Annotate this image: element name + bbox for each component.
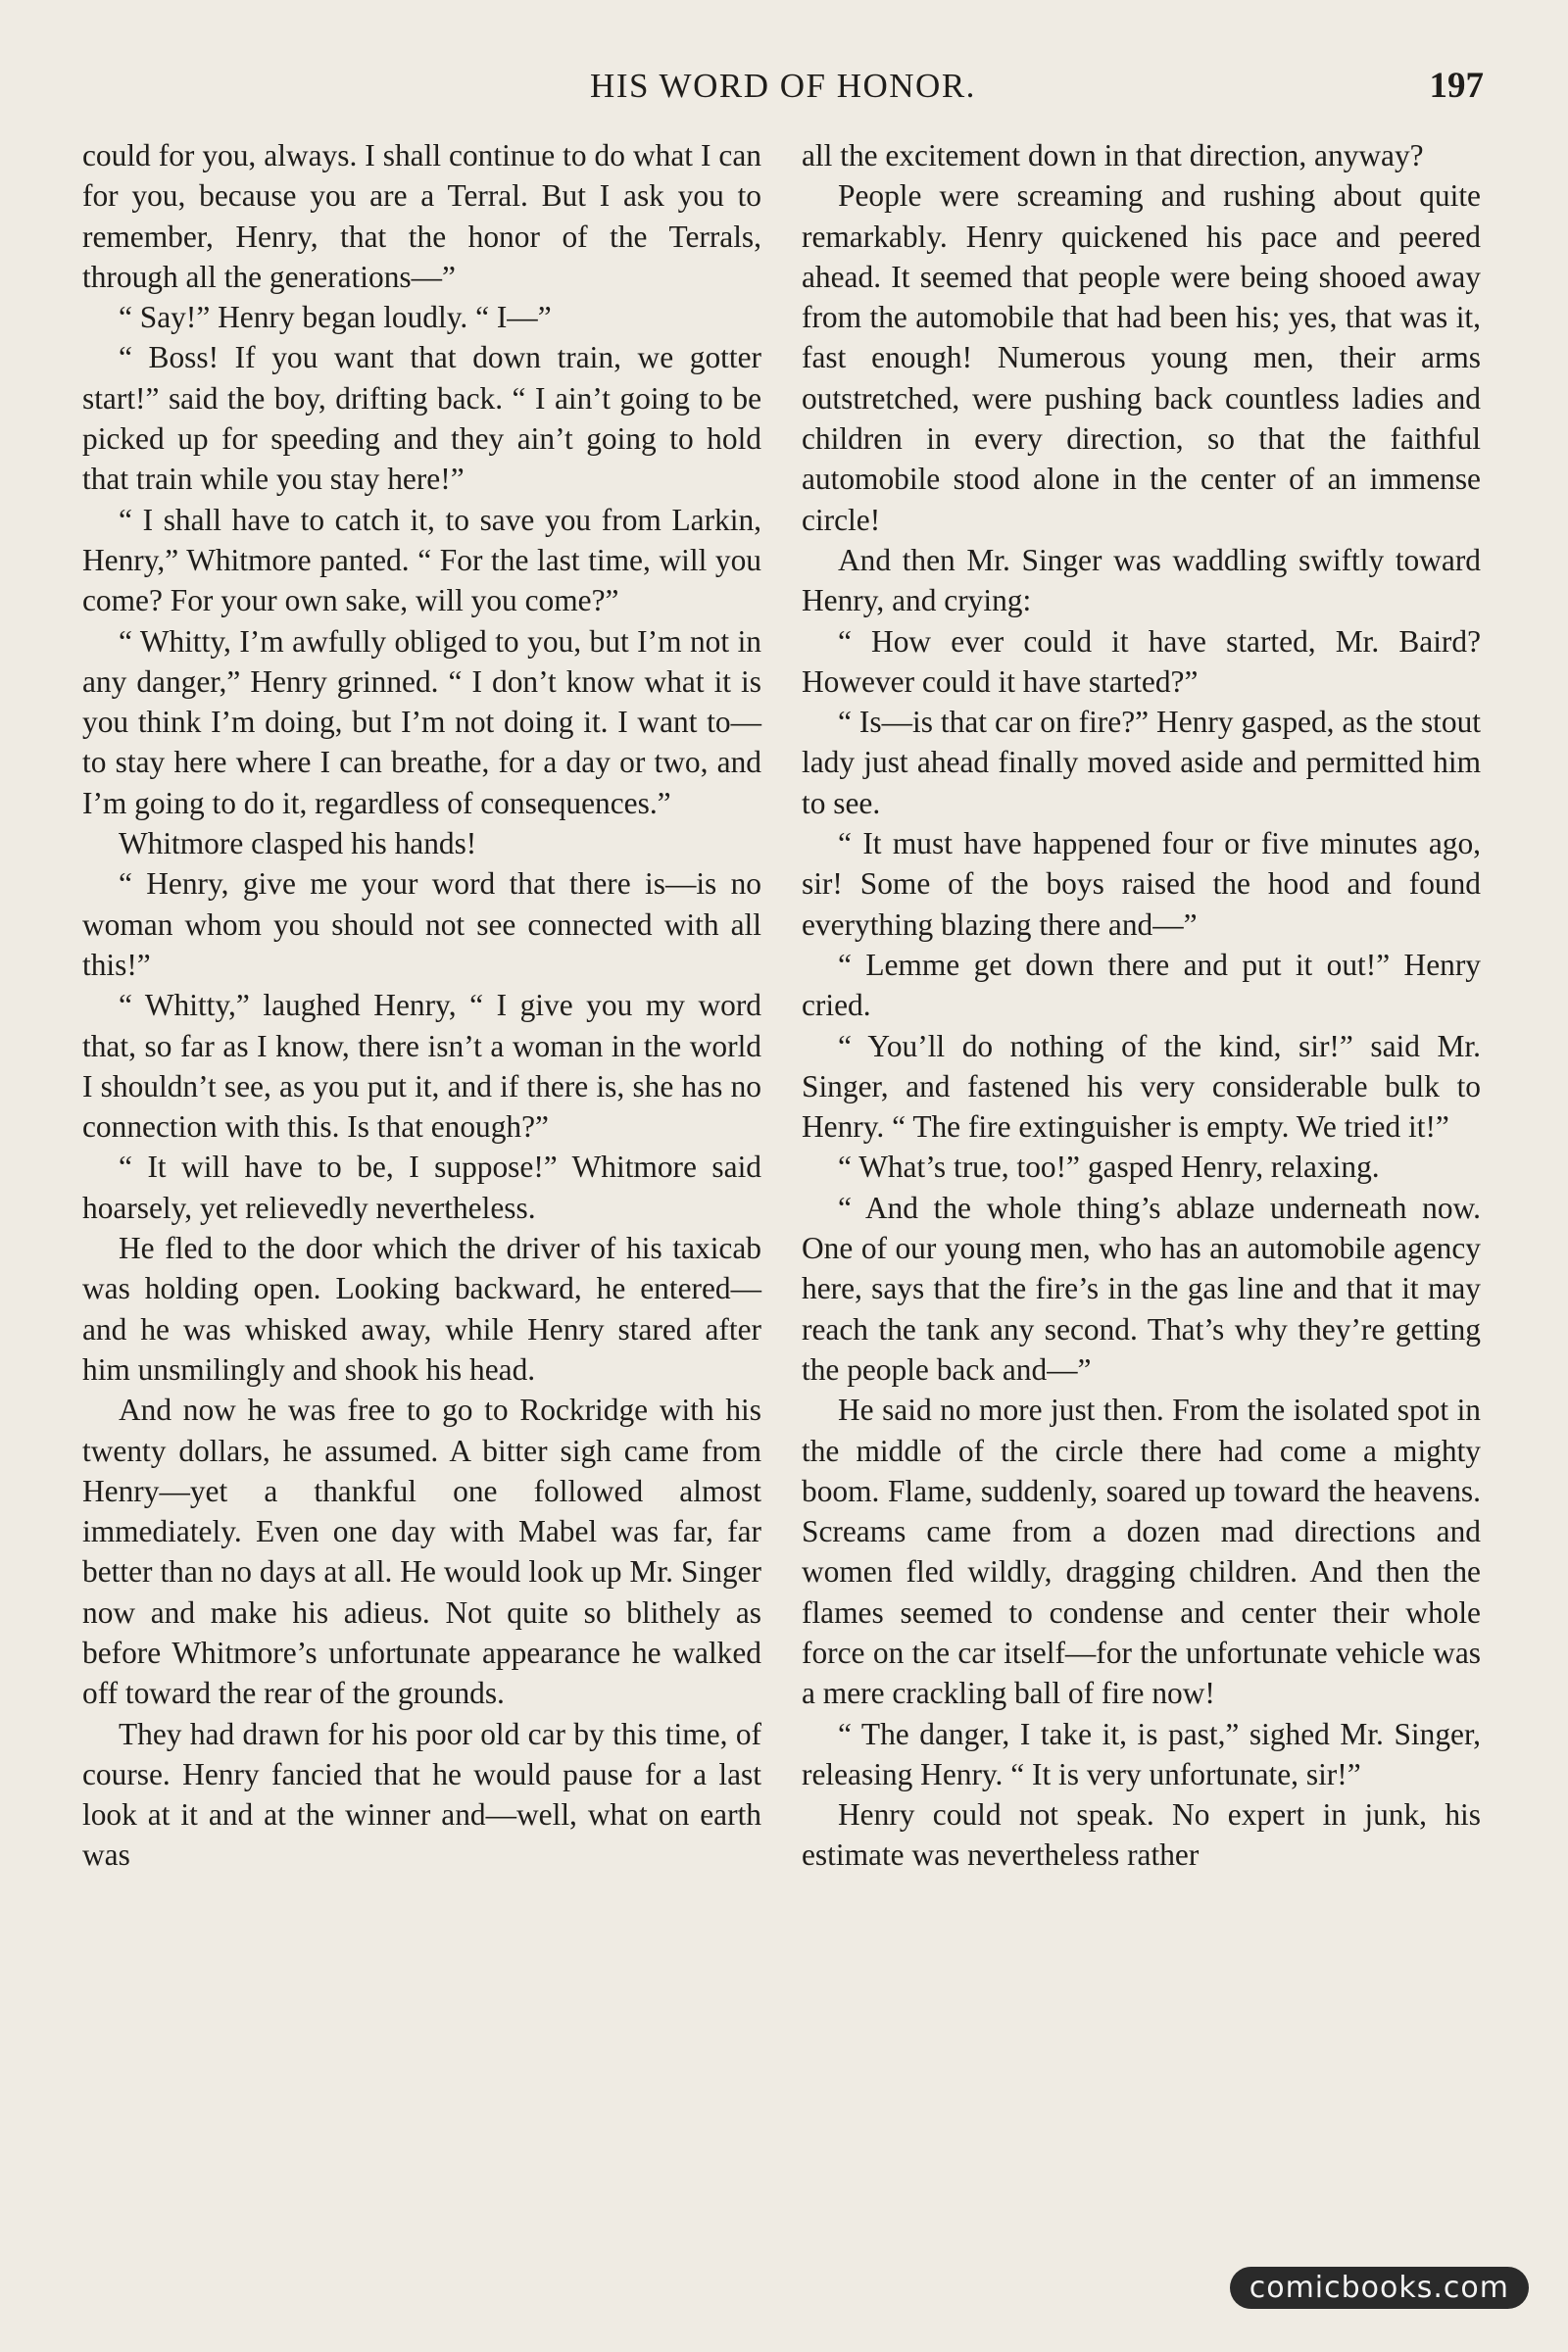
paragraph: And now he was free to go to Rockridge with his twenty dollars, he assumed. A bitter sigh came from Henry—yet a thankful one followed almost immediately. Even one day with Mabel was far, far better than no days at all. He would look up Mr. Singer now and make his adieus. Not quite so blithely as before Whitmore’s unfortunate appearance he walked off toward the rear of the grounds. [82,1393,761,1711]
paragraph: “ And the whole thing’s ablaze underneath now. One of our young men, who has an automobile agency here, says that the fire’s in the gas line and that it may reach the tank any second. That’s why they’re getting the people back and—” [802,1190,1481,1387]
paragraph: “ Say!” Henry began loudly. “ I—” [119,300,552,335]
paragraph: And then Mr. Singer was waddling swiftly toward Henry, and crying: [802,542,1481,618]
paragraph: People were screaming and rushing about quite remarkably. Henry quickened his pace and peered ahead. It seemed that people were being shooed away from the automobile that had been his; yes, that was it, fast enough! Numerous young men, their arms outstretched, were pushing back countless ladies and children in every direction, so that the faithful automobile stood alone in the center of an immense circle! [802,178,1481,537]
paragraph: “ Lemme get down there and put it out!” Henry cried. [802,947,1481,1023]
paragraph: “ The danger, I take it, is past,” sighed Mr. Singer, releasing Henry. “ It is very unfortunate, sir!” [802,1716,1481,1791]
page-number: 197 [1429,66,1484,106]
paragraph: “ What’s true, too!” gasped Henry, relaxing. [838,1150,1380,1185]
paragraph: “ Is—is that car on fire?” Henry gasped, as the stout lady just ahead finally moved aside and permitted him to see. [802,705,1481,820]
paragraph: “ Whitty,” laughed Henry, “ I give you my word that, so far as I know, there isn’t a woman in the world I shouldn’t see, as you put it, and if there is, she has no connection with this. Is that enough?” [82,988,761,1145]
paragraph: “ You’ll do nothing of the kind, sir!” said Mr. Singer, and fastened his very considerable bulk to Henry. “ The fire extinguisher is empty. We tried it!” [802,1028,1481,1145]
paragraph: “ Whitty, I’m awfully obliged to you, but I’m not in any danger,” Henry grinned. “ I don’t know what it is you think I’m doing, but I’m not doing it. I want to—to stay here where I can breathe, for a day or two, and I’m going to do it, regardless of consequences.” [82,623,761,820]
paragraph: He fled to the door which the driver of his taxicab was holding open. Looking backward, he entered—and he was whisked away, while Henry stared after him unsmilingly and shook his head. [82,1231,761,1387]
paragraph: Whitmore clasped his hands! [119,826,477,861]
paragraph: Henry could not speak. No expert in junk, his estimate was nevertheless rather [802,1797,1481,1873]
right-column [802,135,1481,1876]
page-header [82,61,1484,110]
paragraph: They had drawn for his poor old car by this time, of course. Henry fancied that he would pause for a last look at it and at the winner and—well, what on earth was [82,1716,761,1873]
paragraph: “ Boss! If you want that down train, we gotter start!” said the boy, drifting back. “ I ain’t going to be picked up for speeding and they ain’t going to hold that train while you stay here!” [82,340,761,497]
running-title: HIS WORD OF HONOR. [590,67,976,105]
paragraph: He said no more just then. From the isolated spot in the middle of the circle there had come a mighty boom. Flame, suddenly, soared up toward the heavens. Screams came from a dozen mad directions and women fled wildly, dragging children. And then the flames seemed to condense and center their whole force on the car itself—for the unfortunate vehicle was a mere crackling ball of fire now! [802,1393,1481,1711]
paragraph: “ It must have happened four or five minutes ago, sir! Some of the boys raised the hood and found everything blazing there and—” [802,826,1481,942]
paragraph: “ How ever could it have started, Mr. Baird? However could it have started?” [802,623,1481,699]
watermark-logo: comicbooks.com [1230,2267,1529,2309]
paragraph: “ I shall have to catch it, to save you from Larkin, Henry,” Whitmore panted. “ For the last time, will you come? For your own sake, will you come?” [82,502,761,618]
paragraph: could for you, always. I shall continue to do what I can for you, because you are a Terral. But I ask you to remember, Henry, that the honor of the Terrals, through all the generations—” [82,138,761,294]
paragraph: all the excitement down in that direction, anyway? [802,138,1424,172]
paragraph: “ It will have to be, I suppose!” Whitmore said hoarsely, yet relievedly nevertheless. [82,1150,761,1225]
paragraph: “ Henry, give me your word that there is—is no woman whom you should not see connected with all this!” [82,866,761,982]
left-column [82,135,761,1876]
